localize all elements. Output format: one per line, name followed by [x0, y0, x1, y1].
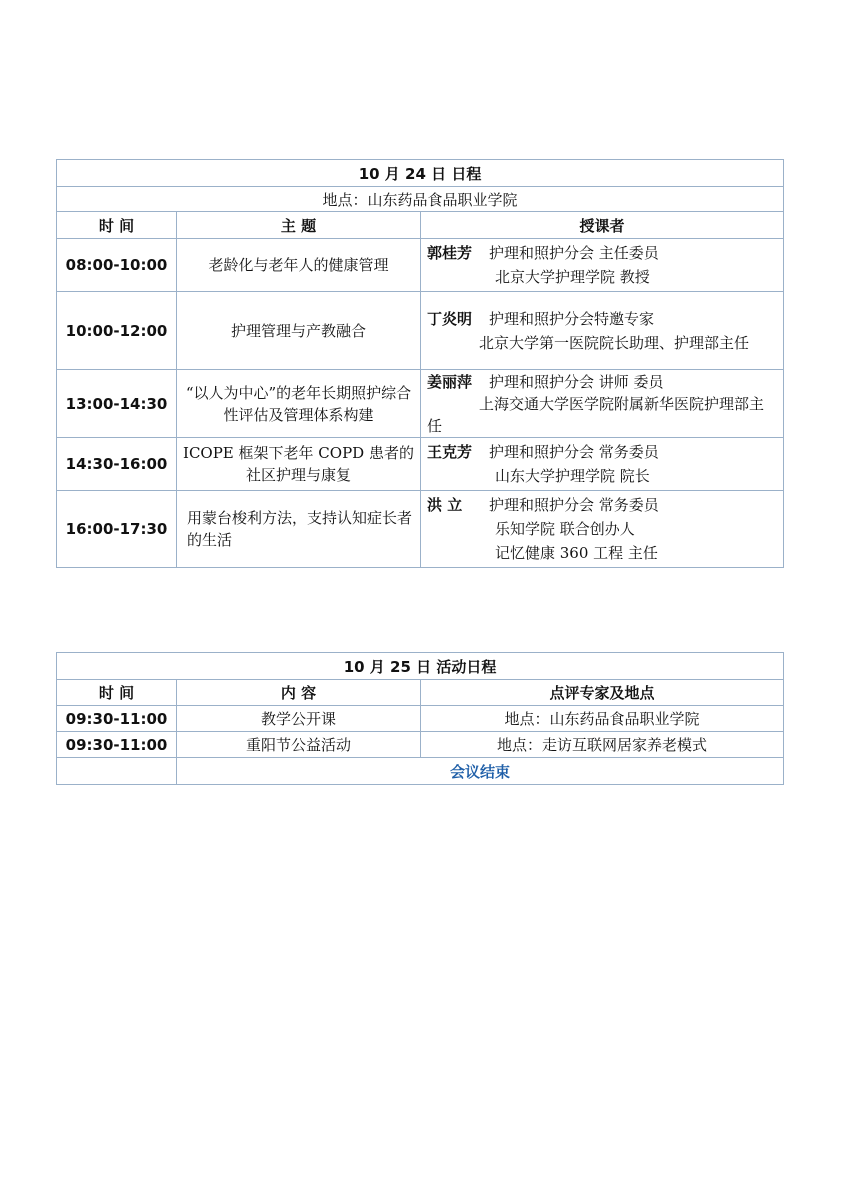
- header-expert-location: 点评专家及地点: [421, 680, 784, 706]
- day1-schedule-table: [56, 159, 784, 568]
- day2-title: 10 月 25 日 活动日程: [57, 653, 784, 680]
- speaker-affiliation: 记忆健康 360 工程 主任: [495, 544, 658, 562]
- session-time: 14:30-16:00: [57, 438, 177, 491]
- session-time: 16:00-17:30: [57, 491, 177, 568]
- session-topic: “以人为中心”的老年长期照护综合性评估及管理体系构建: [177, 370, 421, 438]
- header-content: 内 容: [177, 680, 421, 706]
- activity-time: 09:30-11:00: [57, 706, 177, 732]
- meeting-end-label: 会议结束: [177, 758, 784, 785]
- session-time: 13:00-14:30: [57, 370, 177, 438]
- speaker-name: 洪 立: [427, 496, 463, 514]
- speaker-name: 王克芳: [427, 443, 473, 461]
- session-speaker: [421, 491, 784, 568]
- table-row: [57, 292, 784, 370]
- session-speaker: [421, 239, 784, 292]
- day2-schedule-table: [56, 652, 784, 785]
- activity-location: 地点：走访互联网居家养老模式: [421, 732, 784, 758]
- speaker-name: 丁炎明: [427, 309, 473, 328]
- session-speaker: [421, 292, 784, 370]
- session-speaker: [421, 370, 784, 438]
- table-row: [57, 370, 784, 438]
- day1-location: 地点：山东药品食品职业学院: [57, 187, 784, 212]
- header-topic: 主 题: [177, 212, 421, 239]
- speaker-affiliation: 上海交通大学医学院附属新华医院护理部主任: [427, 394, 765, 435]
- activity-time: 09:30-11:00: [57, 732, 177, 758]
- speaker-name: 姜丽萍: [427, 372, 473, 391]
- table-row: [57, 438, 784, 491]
- speaker-affiliation: 北京大学第一医院院长助理、护理部主任: [479, 333, 750, 352]
- empty-cell: [57, 758, 177, 785]
- speaker-affiliation: 北京大学护理学院 教授: [495, 268, 650, 286]
- speaker-role: 护理和照护分会 讲师 委员: [489, 372, 664, 391]
- activity-content: 重阳节公益活动: [177, 732, 421, 758]
- table-row: [57, 706, 784, 732]
- session-topic: 老龄化与老年人的健康管理: [177, 239, 421, 292]
- session-topic: ICOPE 框架下老年 COPD 患者的社区护理与康复: [177, 438, 421, 491]
- table-row: [57, 732, 784, 758]
- speaker-role: 护理和照护分会 常务委员: [489, 443, 659, 461]
- speaker-role: 护理和照护分会 常务委员: [489, 496, 659, 514]
- activity-content: 教学公开课: [177, 706, 421, 732]
- header-speaker: 授课者: [421, 212, 784, 239]
- header-time: 时 间: [57, 680, 177, 706]
- speaker-affiliation: 乐知学院 联合创办人: [495, 520, 635, 538]
- speaker-role: 护理和照护分会 主任委员: [489, 244, 659, 262]
- session-speaker: [421, 438, 784, 491]
- header-time: 时 间: [57, 212, 177, 239]
- day1-title: 10 月 24 日 日程: [57, 160, 784, 187]
- table-row: [57, 491, 784, 568]
- session-time: 10:00-12:00: [57, 292, 177, 370]
- session-topic: 护理管理与产教融合: [177, 292, 421, 370]
- table-row: [57, 239, 784, 292]
- session-topic: 用蒙台梭利方法，支持认知症长者的生活: [177, 491, 421, 568]
- speaker-name: 郭桂芳: [427, 244, 473, 262]
- session-time: 08:00-10:00: [57, 239, 177, 292]
- speaker-role: 护理和照护分会特邀专家: [489, 309, 655, 328]
- speaker-affiliation: 山东大学护理学院 院长: [495, 467, 650, 485]
- activity-location: 地点：山东药品食品职业学院: [421, 706, 784, 732]
